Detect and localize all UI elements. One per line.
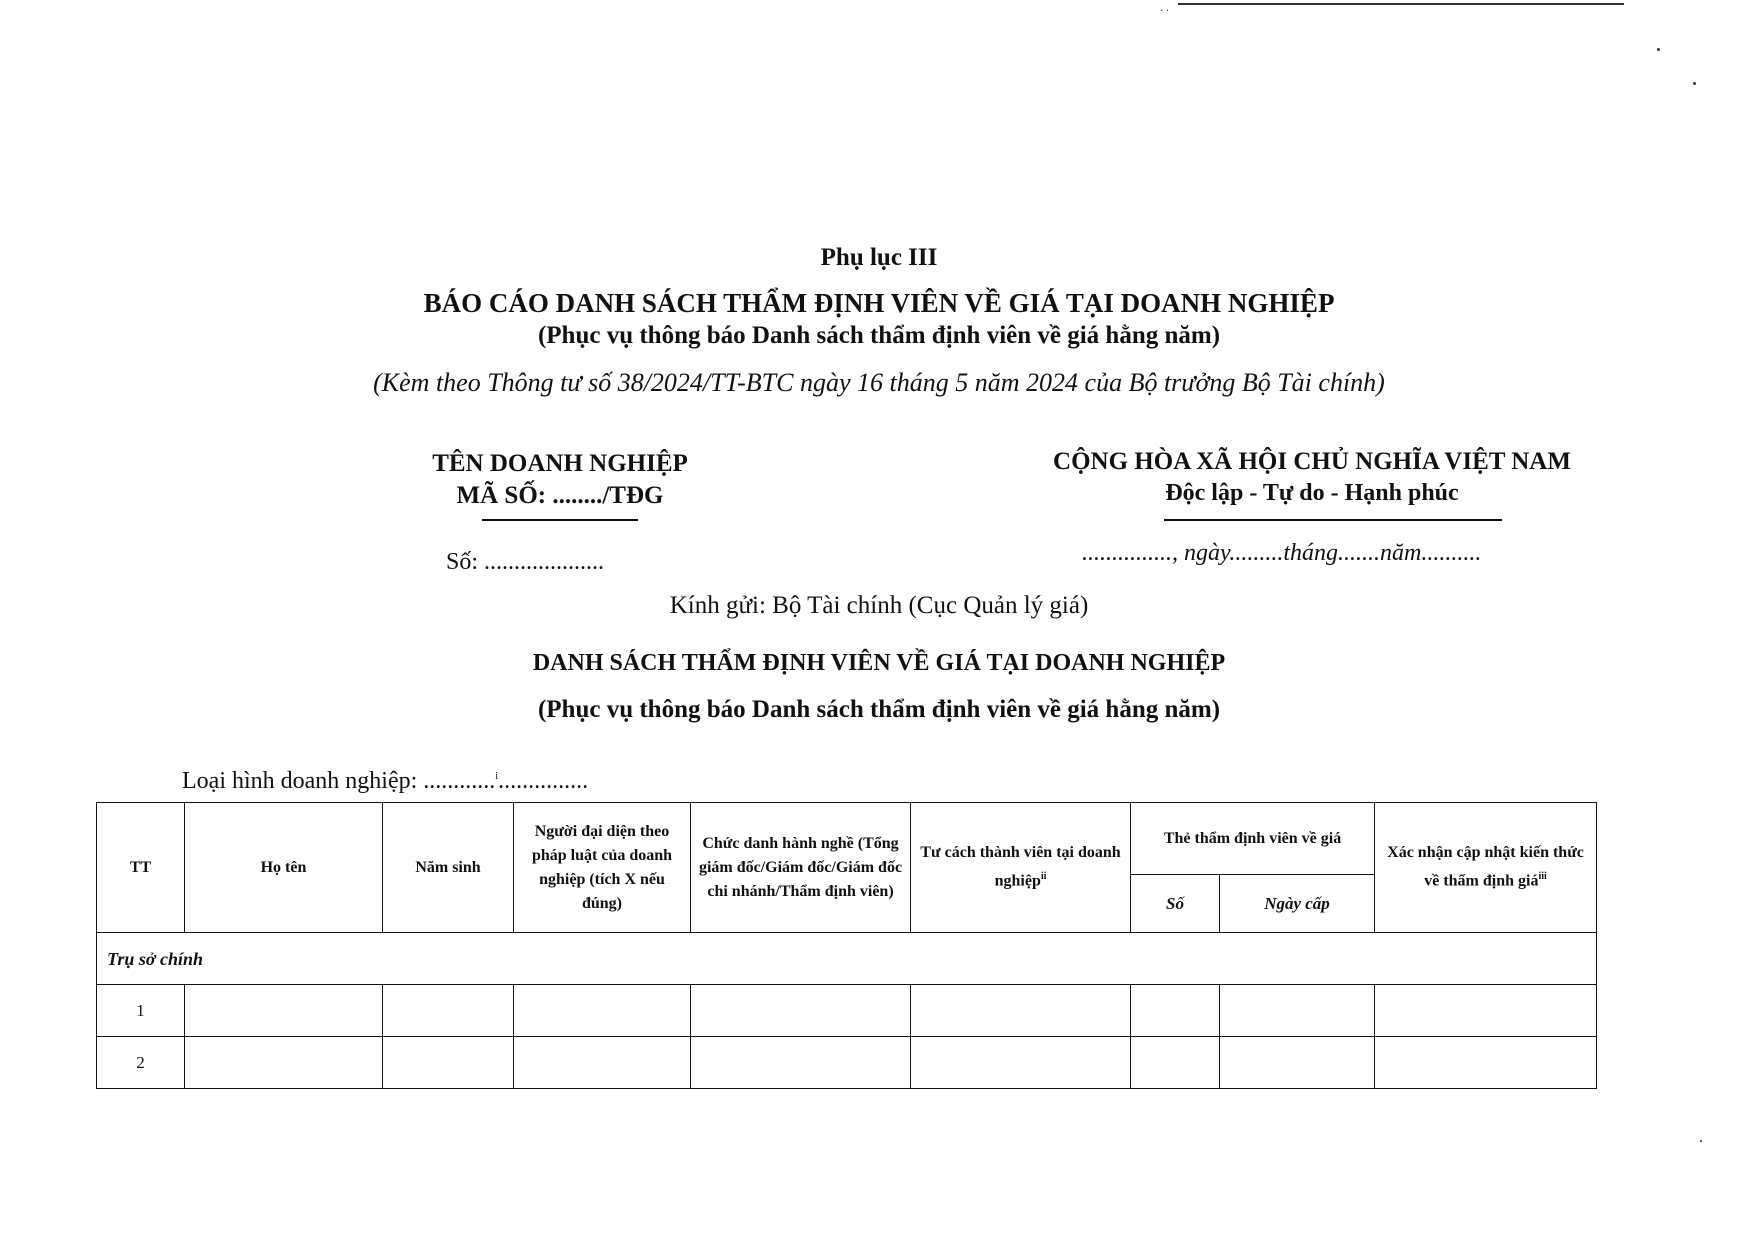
company-underline <box>482 519 638 521</box>
header-membership-note: ii <box>1040 871 1047 883</box>
motto-underline <box>1164 519 1502 521</box>
company-code: MÃ SỐ: ......../TĐG <box>456 482 664 509</box>
row-tt: 1 <box>97 985 185 1037</box>
header-card-group: Thẻ thẩm định viên về giá <box>1131 803 1375 875</box>
header-knowledge-note: iii <box>1538 871 1547 883</box>
row-position-cell <box>691 985 911 1037</box>
row-card-number-cell <box>1131 985 1220 1037</box>
company-name: TÊN DOANH NGHIỆP <box>432 450 688 477</box>
row-card-date-cell <box>1220 985 1375 1037</box>
row-tt: 2 <box>97 1037 185 1089</box>
row-knowledge-cell <box>1375 985 1597 1037</box>
row-name-cell <box>185 1037 383 1089</box>
row-birth-year-cell <box>383 1037 514 1089</box>
document-number: Số: .................... <box>446 549 605 575</box>
row-card-date-cell <box>1220 1037 1375 1089</box>
scan-speck <box>1693 82 1696 85</box>
appendix-label: Phụ lục III <box>820 244 938 271</box>
list-title: DANH SÁCH THẨM ĐỊNH VIÊN VỀ GIÁ TẠI DOANH NGHIỆP <box>532 650 1226 676</box>
list-subtitle: (Phục vụ thông báo Danh sách thẩm định viên về giá hằng năm) <box>537 696 1221 723</box>
date-line: ..............., ngày.........tháng.......năm.......... <box>1082 540 1482 566</box>
business-type-label: Loại hình doanh nghiệp: ............ <box>182 768 496 794</box>
header-membership <box>911 803 1131 933</box>
header-position: Chức danh hành nghề (Tổng giám đốc/Giám đốc/Giám đốc chi nhánh/Thẩm định viên) <box>691 803 911 933</box>
scan-mark: . . <box>1160 0 1169 14</box>
business-type-trail: ............... <box>498 768 589 794</box>
row-birth-year-cell <box>383 985 514 1037</box>
scan-speck <box>1700 1140 1702 1142</box>
country-name: CỘNG HÒA XÃ HỘI CHỦ NGHĨA VIỆT NAM <box>1053 448 1571 475</box>
section-head-office: Trụ sở chính <box>97 933 1597 985</box>
header-legal-rep: Người đại diện theo pháp luật của doanh nghiệp (tích X nếu đúng) <box>514 803 691 933</box>
appraiser-table <box>96 802 1597 1089</box>
document-subtitle: (Phục vụ thông báo Danh sách thẩm định viên về giá hằng năm) <box>537 322 1221 349</box>
header-name: Họ tên <box>185 803 383 933</box>
header-membership-text: Tư cách thành viên tại doanh nghiệp <box>920 844 1121 890</box>
row-knowledge-cell <box>1375 1037 1597 1089</box>
row-membership-cell <box>911 1037 1131 1089</box>
table-row <box>97 985 1597 1037</box>
attachment-note: (Kèm theo Thông tư số 38/2024/TT-BTC ngày 16 tháng 5 năm 2024 của Bộ trưởng Bộ Tài chính) <box>373 368 1385 397</box>
header-card-number: Số <box>1131 875 1220 933</box>
document-title: BÁO CÁO DANH SÁCH THẨM ĐỊNH VIÊN VỀ GIÁ TẠI DOANH NGHIỆP <box>423 288 1335 318</box>
business-type-line <box>182 768 588 795</box>
header-knowledge-text: Xác nhận cập nhật kiến thức về thẩm định giá <box>1387 844 1584 890</box>
header-birth-year: Năm sinh <box>383 803 514 933</box>
header-knowledge <box>1375 803 1597 933</box>
top-rule <box>1178 3 1624 5</box>
row-position-cell <box>691 1037 911 1089</box>
row-card-number-cell <box>1131 1037 1220 1089</box>
row-legal-rep-cell <box>514 1037 691 1089</box>
business-type-footnote: i <box>495 771 499 782</box>
national-motto: Độc lập - Tự do - Hạnh phúc <box>1165 480 1459 506</box>
header-tt: TT <box>97 803 185 933</box>
row-legal-rep-cell <box>514 985 691 1037</box>
header-card-date: Ngày cấp <box>1220 875 1375 933</box>
table-row <box>97 1037 1597 1089</box>
recipient-line: Kính gửi: Bộ Tài chính (Cục Quản lý giá) <box>669 592 1089 619</box>
row-membership-cell <box>911 985 1131 1037</box>
scan-speck <box>1657 48 1660 51</box>
row-name-cell <box>185 985 383 1037</box>
